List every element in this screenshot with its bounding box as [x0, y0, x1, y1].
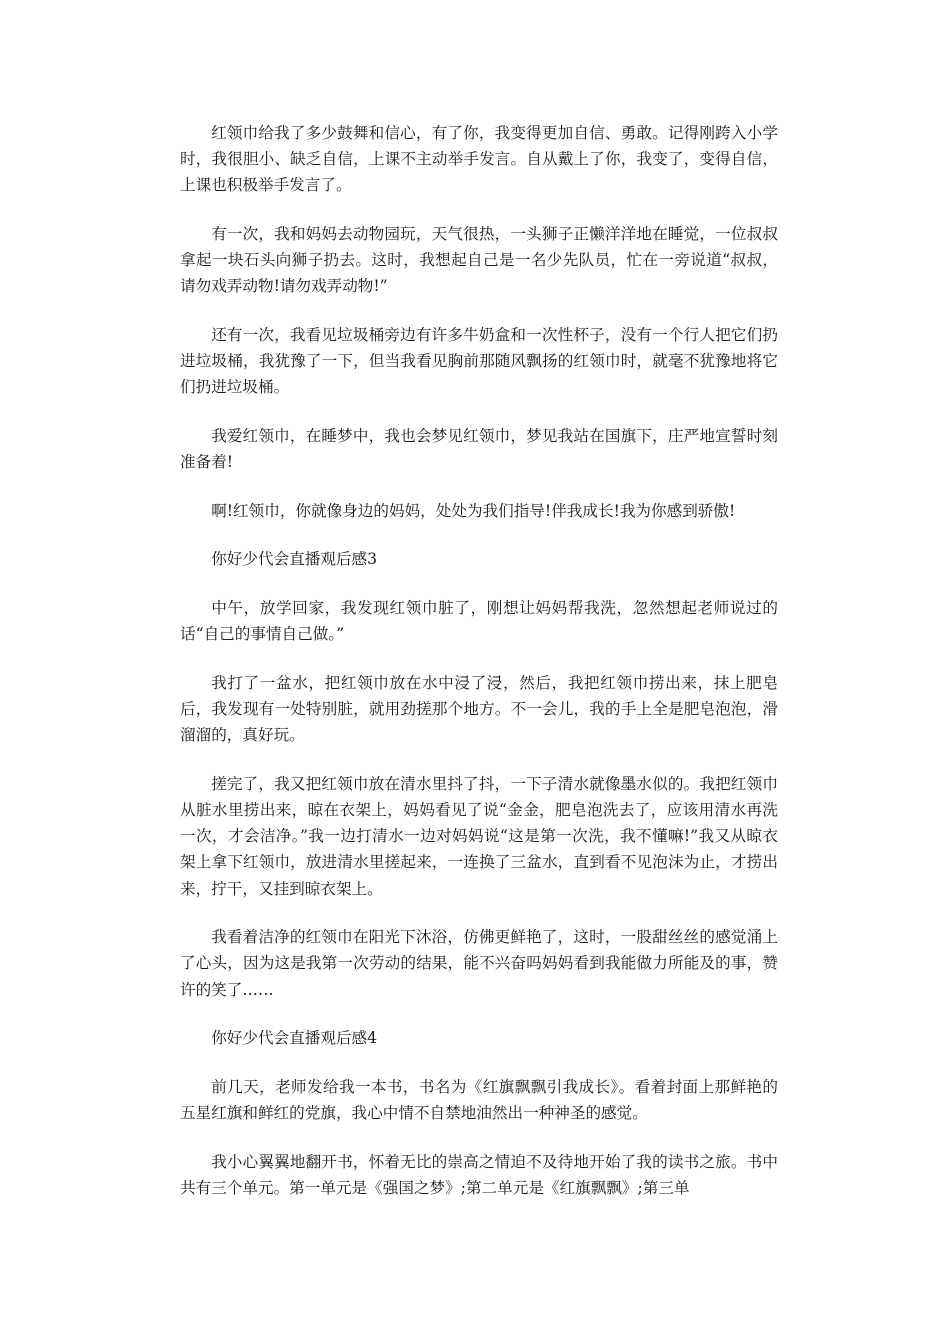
paragraph: 前几天，老师发给我一本书，书名为《红旗飘飘引我成长》。看着封面上那鲜艳的五星红旗和鲜红的党旗，我心中情不自禁地油然出一种神圣的感觉。	[180, 1077, 778, 1122]
section-heading: 你好少代会直播观后感3	[211, 550, 378, 569]
paragraph: 还有一次，我看见垃圾桶旁边有许多牛奶盒和一次性杯子，没有一个行人把它们扔进垃圾桶，我犹豫了一下，但当我看见胸前那随风飘扬的红领巾时，就毫不犹豫地将它们扔进垃圾桶。	[180, 326, 778, 397]
paragraph: 我看着洁净的红领巾在阳光下沐浴，仿佛更鲜艳了，这时，一股甜丝丝的感觉涌上了心头，因为这是我第一次劳动的结果，能不兴奋吗妈妈看到我能做力所能及的事，赞许的笑了……	[180, 928, 778, 999]
paragraph: 我小心翼翼地翻开书，怀着无比的崇高之情迫不及待地开始了我的读书之旅。书中共有三个单元。第一单元是《强国之梦》;第二单元是《红旗飘飘》;第三单	[180, 1152, 778, 1197]
paragraph: 啊!红领巾，你就像身边的妈妈，处处为我们指导!伴我成长!我为你感到骄傲!	[211, 501, 736, 520]
paragraph: 搓完了，我又把红领巾放在清水里抖了抖，一下子清水就像墨水似的。我把红领巾从脏水里捞出来，晾在衣架上，妈妈看见了说“金金，肥皂泡洗去了，应该用清水再洗一次，才会洁净。”我一边打清水一边对妈妈说“这是第一次洗，我不懂嘛!”我又从晾衣架上拿下红领巾，放进清水里搓起来，一连换了三盆水，直到看不见泡沫为止，才捞出来，拧干，又挂到晾衣架上。	[180, 774, 778, 898]
document-body	[180, 120, 778, 1223]
paragraph: 我爱红领巾，在睡梦中，我也会梦见红领巾，梦见我站在国旗下，庄严地宣誓时刻准备着!	[180, 427, 778, 472]
paragraph: 中午，放学回家，我发现红领巾脏了，刚想让妈妈帮我洗，忽然想起老师说过的话“自己的事情自己做。”	[180, 598, 778, 644]
paragraph: 红领巾给我了多少鼓舞和信心，有了你，我变得更加自信、勇敢。记得刚跨入小学时，我很胆小、缺乏自信，上课不主动举手发言。自从戴上了你，我变了，变得自信，上课也积极举手发言了。	[180, 124, 778, 195]
paragraph: 我打了一盆水，把红领巾放在水中浸了浸，然后，我把红领巾捞出来，抹上肥皂后，我发现有一处特别脏，就用劲搓那个地方。不一会儿，我的手上全是肥皂泡泡，滑溜溜的，真好玩。	[180, 673, 778, 745]
paragraph: 有一次，我和妈妈去动物园玩，天气很热，一头狮子正懒洋洋地在睡觉，一位叔叔拿起一块石头向狮子扔去。这时，我想起自己是一名少先队员，忙在一旁说道“叔叔，请勿戏弄动物!请勿戏弄动物!”	[180, 225, 778, 296]
section-heading: 你好少代会直播观后感4	[211, 1029, 378, 1048]
